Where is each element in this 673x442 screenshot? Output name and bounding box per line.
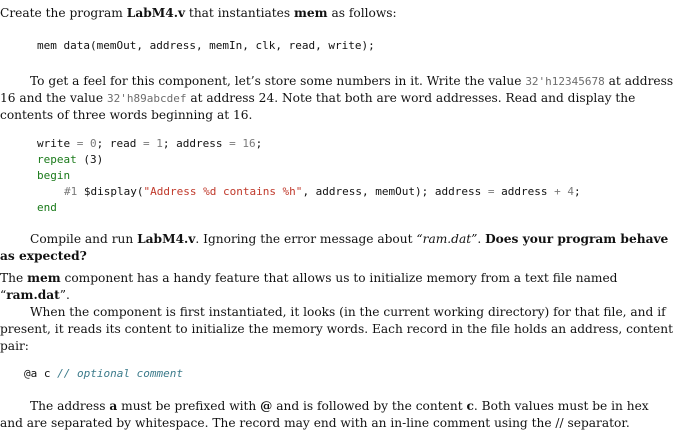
begin-keyword: begin xyxy=(37,169,71,182)
record-code: @a c // optional comment xyxy=(24,367,183,380)
code-line-1: write = 0; read = 1; address = 16; xyxy=(37,137,263,150)
para5-line2: and are separated by whitespace. The record may end with an in-line comment using the // separator. xyxy=(0,416,630,430)
value-literal-1: 32'h12345678 xyxy=(525,75,605,88)
para2-line1: Compile and run LabM4.v. Ignoring the error message about “ram.dat”. Does your program behave xyxy=(30,232,669,246)
code-line-end xyxy=(37,199,57,216)
code-line-display: #1 $display("Address %d contains %h", address, memOut); address = address + 4; xyxy=(64,185,581,198)
ramdat-mention: “ram.dat” xyxy=(416,232,478,246)
intro-line: Create the program LabM4.v that instantiates mem as follows: xyxy=(0,6,397,20)
record-comment: // optional comment xyxy=(50,367,183,380)
para3-line2: “ram.dat”. xyxy=(0,288,70,302)
instantiation-code: mem data(memOut, address, memIn, clk, read, write); xyxy=(37,39,375,52)
question-text: Does your program behave xyxy=(485,232,669,246)
para1-line3: contents of three words beginning at 16. xyxy=(0,108,253,122)
para4-line2: present, it reads its content to initialize the memory words. Each record in the file holds an address, content xyxy=(0,322,673,336)
para2-line2: as expected? xyxy=(0,249,87,263)
component-name: mem xyxy=(294,6,328,20)
end-keyword: end xyxy=(37,201,57,214)
value-literal-2: 32'h89abcdef xyxy=(107,92,187,105)
para3-line1: The mem component has a handy feature that allows us to initialize memory from a text file named xyxy=(0,271,618,285)
para4-line3: pair: xyxy=(0,339,29,353)
program-name: LabM4.v xyxy=(126,6,186,20)
para5-line1: The address a must be prefixed with @ and is followed by the content c. Both values must be in hex xyxy=(30,399,649,413)
repeat-keyword: repeat xyxy=(37,153,77,166)
file-name: ram.dat xyxy=(6,288,60,302)
para1-line2: 16 and the value 32'h89abcdef at address 24. Note that both are word addresses. Read and display the xyxy=(0,91,636,105)
code-line-begin xyxy=(37,167,70,184)
display-format-string: "Address %d contains %h" xyxy=(143,185,303,198)
para1-line1: To get a feel for this component, let’s store some numbers in it. Write the value 32'h12345678 at address xyxy=(30,74,673,88)
code-line-repeat: repeat (3) xyxy=(37,153,104,166)
para4-line1: When the component is first instantiated, it looks (in the current working directory) for that file, and if xyxy=(30,305,666,319)
